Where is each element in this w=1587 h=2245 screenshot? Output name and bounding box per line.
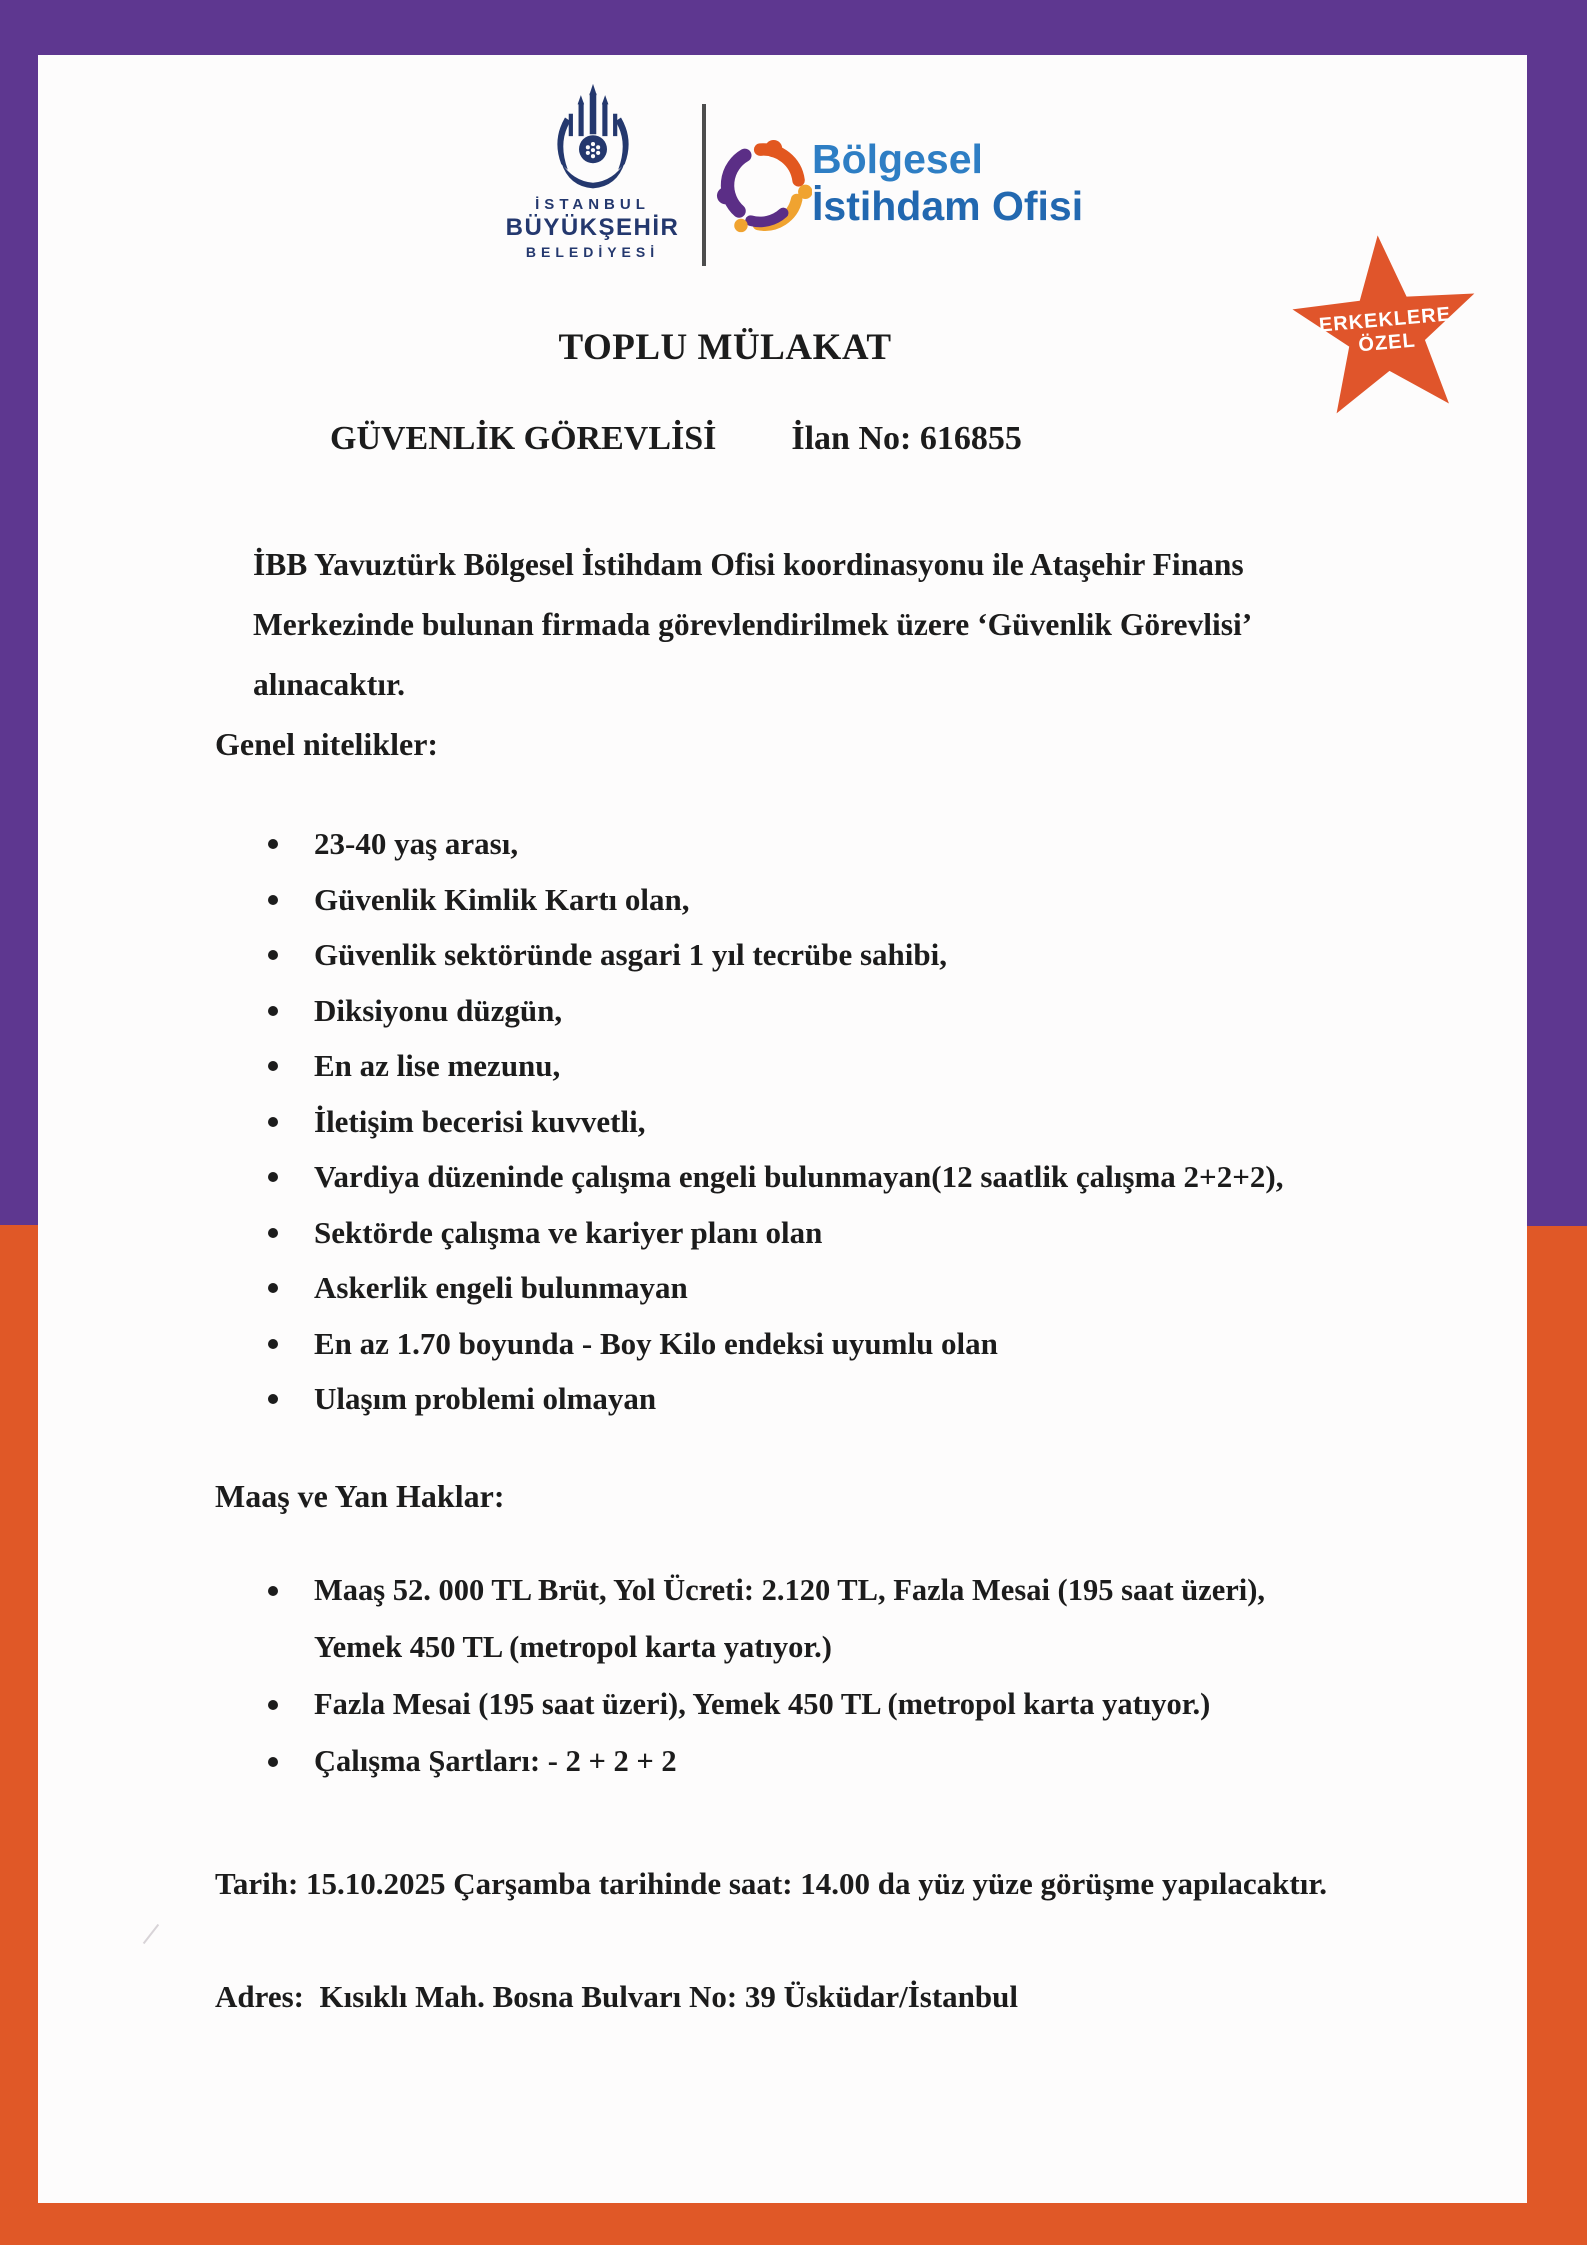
frame-bottom bbox=[0, 2203, 1587, 2245]
section-heading-maas-yan-haklar: Maaş ve Yan Haklar: bbox=[215, 1478, 505, 1514]
logo-divider bbox=[702, 104, 706, 266]
list-item: En az lise mezunu, bbox=[263, 1038, 1343, 1094]
ibb-text-belediyesi: BELEDİYESİ bbox=[525, 244, 660, 260]
page-title: TOPLU MÜLAKAT bbox=[558, 327, 892, 368]
list-item: Fazla Mesai (195 saat üzeri), Yemek 450 TL (metropol karta yatıyor.) bbox=[263, 1676, 1323, 1733]
list-item: Vardiya düzeninde çalışma engeli bulunmayan(12 saatlik çalışma 2+2+2), bbox=[263, 1149, 1343, 1205]
list-item: Sektörde çalışma ve kariyer planı olan bbox=[263, 1205, 1343, 1261]
position-title: GÜVENLİK GÖREVLİSİ bbox=[330, 420, 717, 457]
list-item: İletişim becerisi kuvvetli, bbox=[263, 1094, 1343, 1150]
list-item: En az 1.70 boyunda - Boy Kilo endeksi uyumlu olan bbox=[263, 1316, 1343, 1372]
interview-schedule: Tarih: 15.10.2025 Çarşamba tarihinde saat: 14.00 da yüz yüze görüşme yapılacaktır. bbox=[215, 1866, 1328, 1901]
list-item: Askerlik engeli bulunmayan bbox=[263, 1260, 1343, 1316]
maas-yan-haklar-list bbox=[263, 1562, 1323, 1790]
frame-top bbox=[0, 0, 1587, 55]
frame-right bbox=[1527, 0, 1587, 2245]
list-item: Maaş 52. 000 TL Brüt, Yol Ücreti: 2.120 TL, Fazla Mesai (195 saat üzeri), Yemek 450 TL (metropol karta yatıyor.) bbox=[263, 1562, 1323, 1676]
section-heading-genel-nitelikler: Genel nitelikler: bbox=[215, 726, 439, 762]
list-item: Güvenlik Kimlik Kartı olan, bbox=[263, 872, 1343, 928]
star-badge-line1: ERKEKLERE bbox=[1318, 303, 1452, 337]
list-item: 23-40 yaş arası, bbox=[263, 816, 1343, 872]
scan-artifact bbox=[143, 1924, 159, 1944]
bio-text-istihdam-ofisi: İstihdam Ofisi bbox=[812, 183, 1084, 229]
subtitle-row bbox=[330, 420, 1022, 458]
bio-people-circle-icon bbox=[716, 140, 812, 241]
ibb-mosque-icon bbox=[505, 82, 680, 194]
ilan-no: İlan No: 616855 bbox=[791, 420, 1022, 457]
genel-nitelikler-list bbox=[263, 816, 1343, 1427]
ibb-logo bbox=[505, 82, 680, 260]
list-item: Diksiyonu düzgün, bbox=[263, 983, 1343, 1039]
frame-left bbox=[0, 0, 38, 2245]
star-badge-line2: ÖZEL bbox=[1357, 329, 1417, 357]
bio-text-bolgesel: Bölgesel bbox=[812, 136, 983, 182]
list-item: Çalışma Şartları: - 2 + 2 + 2 bbox=[263, 1733, 1323, 1790]
intro-paragraph: İBB Yavuztürk Bölgesel İstihdam Ofisi koordinasyonu ile Ataşehir Finans Merkezinde bulunan firmada görevlendirilmek üzere ‘Güvenlik Görevlisi’ alınacaktır. bbox=[253, 546, 1250, 702]
list-item: Güvenlik sektöründe asgari 1 yıl tecrübe sahibi, bbox=[263, 927, 1343, 983]
bio-logo-wordmark bbox=[812, 136, 1083, 230]
ibb-text-buyuksehir: BÜYÜKŞEHİR bbox=[505, 214, 680, 241]
interview-address: Adres: Kısıklı Mah. Bosna Bulvarı No: 39 Üsküdar/İstanbul bbox=[215, 1979, 1019, 2014]
ibb-text-istanbul: İSTANBUL bbox=[535, 196, 650, 213]
list-item: Ulaşım problemi olmayan bbox=[263, 1371, 1343, 1427]
